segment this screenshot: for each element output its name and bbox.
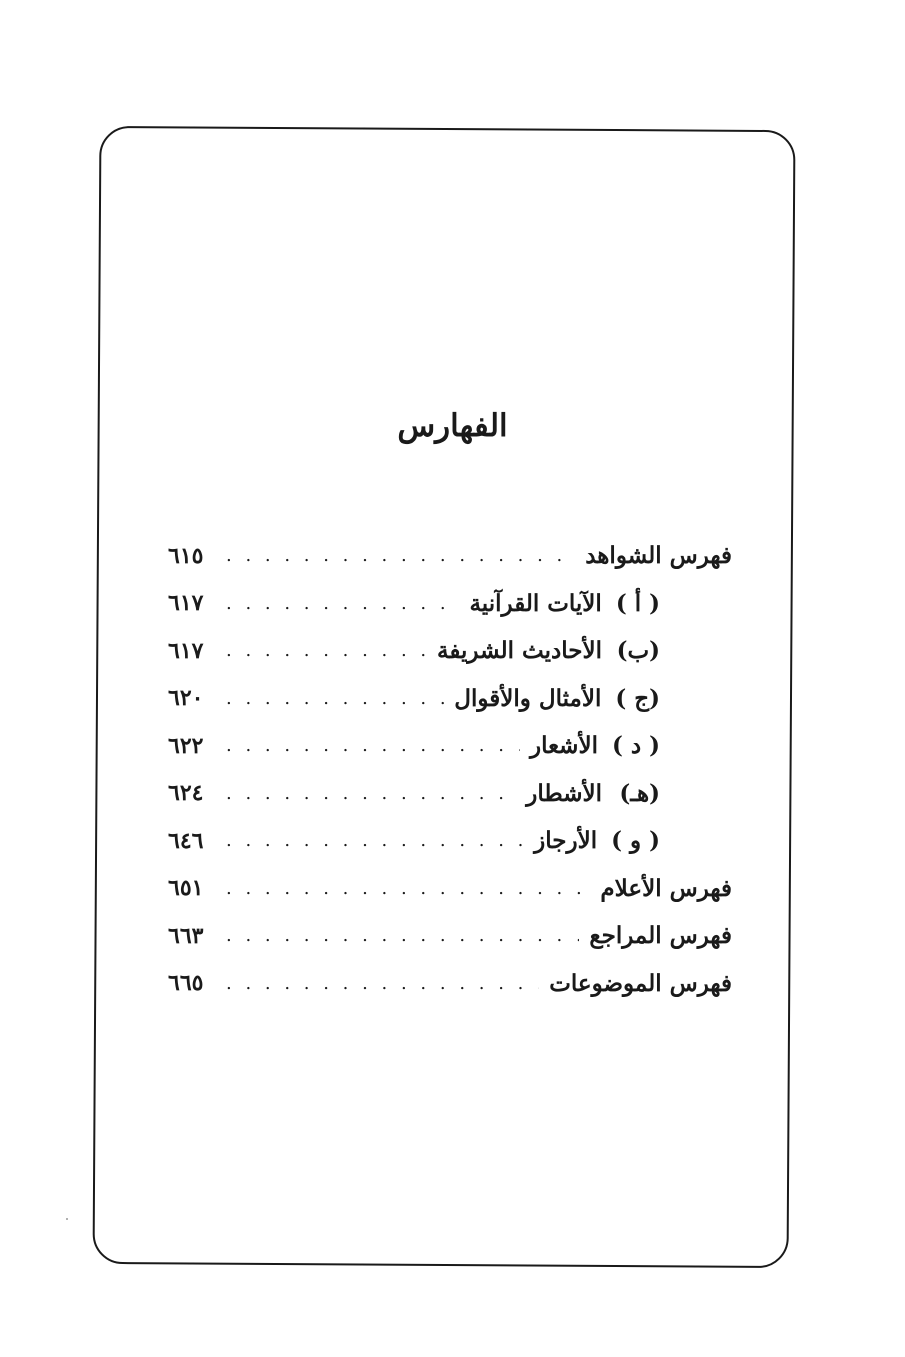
toc-entry-ayat[interactable]: [168, 580, 732, 628]
toc-entry-shawahid[interactable]: [168, 532, 732, 580]
dot-leader: [226, 973, 539, 994]
toc-entry-label: فهرس الشواهد: [585, 542, 732, 570]
toc-page-number: ٦٤٦: [168, 827, 204, 854]
toc-page-number: ٦١٧: [168, 590, 204, 617]
toc-entry-maraji[interactable]: [168, 912, 732, 960]
toc-subsection-marker: ( و ): [611, 827, 660, 855]
table-of-contents: [168, 532, 732, 1007]
page-title: الفهارس: [397, 408, 508, 444]
toc-entry-label: فهرس الموضوعات: [549, 969, 732, 997]
dot-leader: [226, 688, 444, 709]
toc-subsection-marker: (هـ): [619, 779, 660, 807]
toc-subsection-marker: ( د ): [611, 732, 660, 760]
toc-entry-label: فهرس الأعلام: [600, 874, 732, 902]
toc-subsection-marker: ( أ ): [615, 589, 660, 617]
toc-entry-alam[interactable]: [168, 865, 732, 913]
dot-leader: [226, 593, 459, 614]
toc-entry-mawduat[interactable]: [168, 960, 732, 1008]
toc-entry-ashtar[interactable]: [168, 770, 732, 818]
toc-page-number: ٦٦٥: [168, 970, 204, 997]
toc-entry-ahadith[interactable]: [168, 627, 732, 675]
toc-entry-label: (هـ)الأشطار: [526, 779, 660, 807]
toc-page-number: ٦٢٠: [168, 685, 204, 712]
dot-leader: [226, 735, 520, 756]
toc-page-number: ٦٢٤: [168, 780, 204, 807]
toc-page-number: ٦١٥: [168, 542, 204, 569]
toc-entry-label: ( د )الأشعار: [529, 732, 660, 760]
toc-entry-arjaz[interactable]: [168, 817, 732, 865]
scan-speck: [66, 1218, 68, 1220]
dot-leader: [226, 640, 427, 661]
toc-entry-label: (ب)الأحاديث الشريفة: [437, 637, 660, 665]
toc-subsection-marker: (ج ): [615, 684, 660, 712]
toc-subsection-marker: (ب): [616, 637, 660, 665]
toc-entry-label: فهرس المراجع: [589, 922, 732, 950]
dot-leader: [226, 925, 579, 946]
toc-entry-label: ( أ )الآيات القرآنية: [469, 589, 660, 617]
dot-leader: [226, 783, 516, 804]
toc-page-number: ٦٥١: [168, 875, 204, 902]
toc-entry-amthal[interactable]: [168, 675, 732, 723]
toc-page-number: ٦٢٢: [168, 732, 204, 759]
toc-entry-ashaar[interactable]: [168, 722, 732, 770]
toc-page-number: ٦١٧: [168, 637, 204, 664]
dot-leader: [226, 545, 575, 566]
toc-page-number: ٦٦٣: [168, 922, 204, 949]
dot-leader: [226, 878, 590, 899]
dot-leader: [226, 830, 524, 851]
toc-entry-label: (ج )الأمثال والأقوال: [454, 684, 660, 712]
toc-entry-label: ( و )الأرجاز: [534, 827, 660, 855]
